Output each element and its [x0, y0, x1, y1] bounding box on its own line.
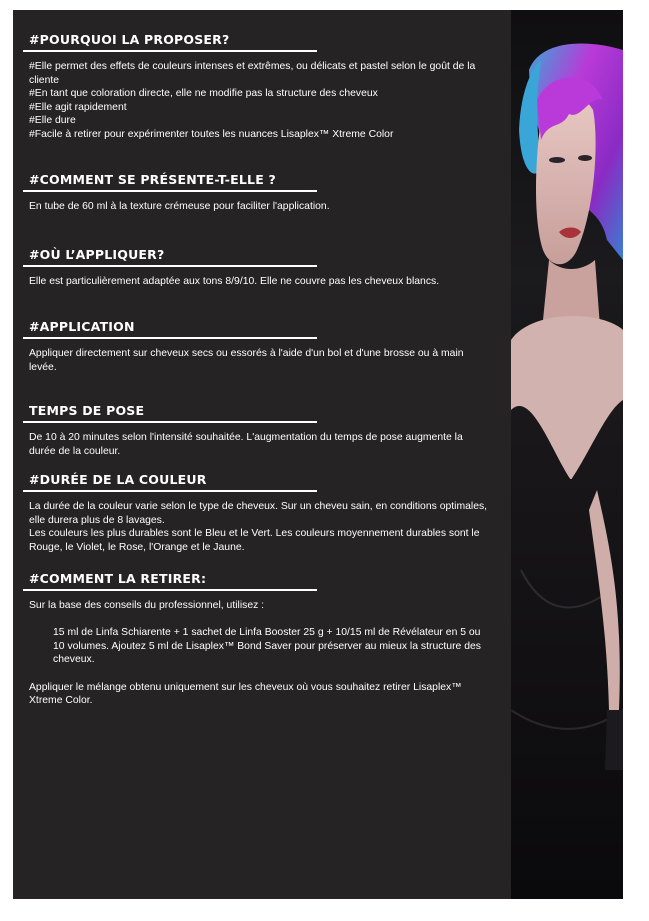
section-presentation — [13, 172, 511, 214]
body-text: La durée de la couleur varie selon le type de cheveux. Sur un cheveu sain, en conditions optimales, elle durera plus de 8 lavages. — [29, 501, 488, 526]
bullet-line: #En tant que coloration directe, elle ne modifie pas la structure des cheveux — [29, 88, 378, 100]
model-photo — [511, 10, 623, 899]
section-heading: TEMPS DE POSE — [29, 403, 145, 418]
section-body — [29, 347, 491, 374]
bullet-line: #Elle dure — [29, 115, 76, 127]
bullet-line: #Elle agit rapidement — [29, 101, 127, 113]
heading-underline — [23, 490, 317, 492]
section-temps-de-pose — [13, 403, 511, 458]
section-body — [29, 431, 491, 458]
heading-underline — [23, 589, 317, 591]
model-illustration — [511, 10, 623, 899]
bullet-line: #Elle permet des effets de couleurs intenses et extrêmes, ou délicats et pastel selon le goût de la cliente — [29, 61, 476, 86]
body-text: En tube de 60 ml à la texture crémeuse pour faciliter l'application. — [29, 201, 330, 212]
bullet-line: #Facile à retirer pour expérimenter toutes les nuances Lisaplex™ Xtreme Color — [29, 128, 394, 140]
section-heading: #COMMENT LA RETIRER: — [29, 571, 207, 586]
section-body — [29, 60, 491, 142]
body-text: Elle est particulièrement adaptée aux tons 8/9/10. Elle ne couvre pas les cheveux blancs. — [29, 276, 440, 287]
section-body — [29, 599, 491, 708]
recipe-text: 15 ml de Linfa Schiarente + 1 sachet de Linfa Booster 25 g + 10/15 ml de Révélateur en 5 ou 10 volumes. Ajoutez 5 ml de Lisaplex™ Bond Saver pour préserver au mieux la structure des cheveux. — [53, 627, 481, 666]
section-heading: #DURÉE DE LA COULEUR — [29, 472, 207, 487]
heading-underline — [23, 265, 317, 267]
body-text: De 10 à 20 minutes selon l'intensité souhaitée. L'augmentation du temps de pose augmente la durée de la couleur. — [29, 432, 463, 457]
section-heading: #POURQUOI LA PROPOSER? — [29, 32, 230, 47]
section-ou-appliquer — [13, 247, 511, 289]
body-text: Les couleurs les plus durables sont le Bleu et le Vert. Les couleurs moyennement durables sont le Rouge, le Violet, le Rose, l'Orange et le Jaune. — [29, 528, 480, 553]
section-body — [29, 200, 491, 214]
body-text: Appliquer directement sur cheveux secs ou essorés à l'aide d'un bol et d'une brosse ou à main levée. — [29, 348, 464, 373]
heading-underline — [23, 421, 317, 423]
section-body — [29, 500, 491, 554]
heading-underline — [23, 50, 317, 52]
section-duree — [13, 472, 511, 554]
outro-text: Appliquer le mélange obtenu uniquement sur les cheveux où vous souhaitez retirer Lisaplex™ Xtreme Color. — [29, 681, 462, 707]
section-heading: #COMMENT SE PRÉSENTE-T-ELLE ? — [29, 172, 276, 187]
section-heading: #APPLICATION — [29, 319, 135, 334]
section-retirer — [13, 571, 511, 708]
text-column — [13, 10, 511, 899]
section-pourquoi — [13, 32, 511, 142]
section-body — [29, 275, 491, 289]
heading-underline — [23, 337, 317, 339]
intro-text: Sur la base des conseils du professionnel, utilisez : — [29, 600, 265, 611]
section-application — [13, 319, 511, 374]
section-heading: #OÙ L’APPLIQUER? — [29, 247, 165, 262]
heading-underline — [23, 190, 317, 192]
document-sheet — [13, 10, 623, 899]
